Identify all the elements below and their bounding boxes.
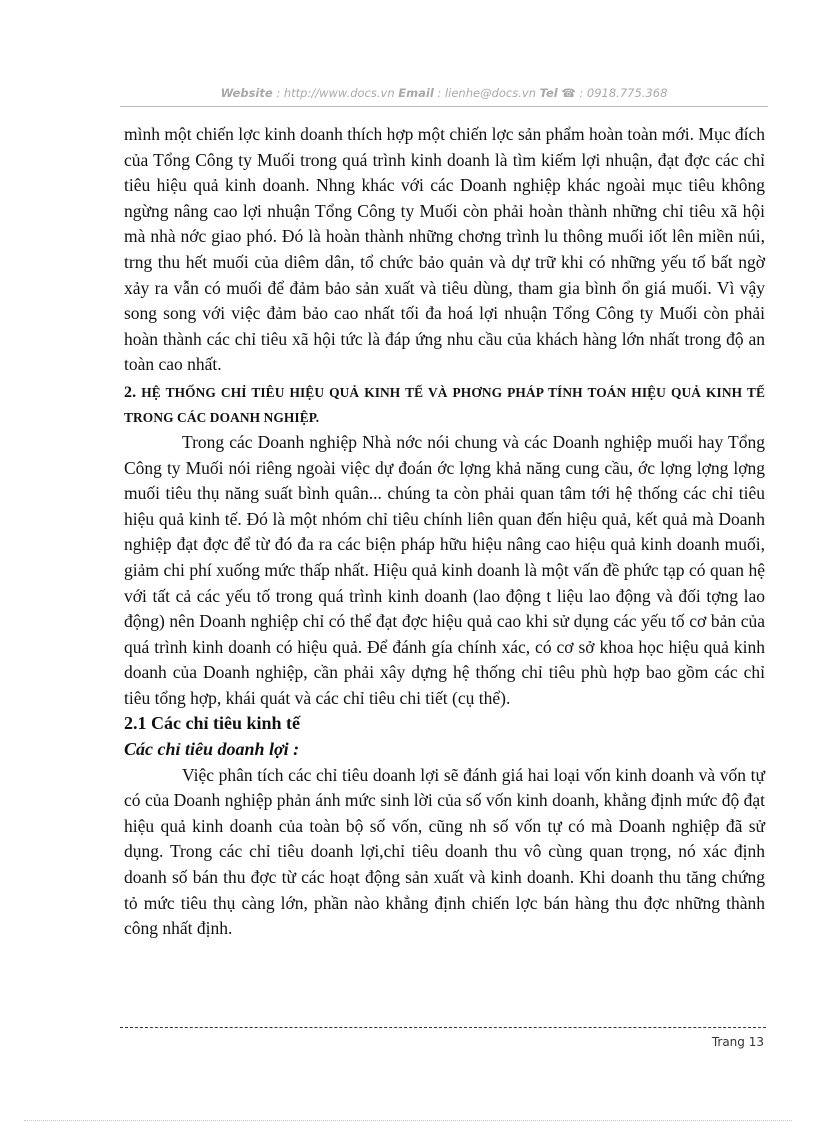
email-address: : lienhe@docs.vn [433, 86, 540, 100]
page-bottom-border [24, 1120, 792, 1121]
footer-divider [120, 1027, 766, 1028]
section-number: 2. [124, 383, 137, 401]
email-label: Email [398, 86, 434, 100]
tel-number: : 0918.775.368 [575, 86, 668, 100]
subsection-heading-2-1: 2.1 Các chỉ tiêu kinh tế [124, 713, 301, 734]
phone-icon: ☎ [561, 86, 576, 100]
subsection-italic-heading: Các chỉ tiêu doanh lợi : [124, 739, 300, 760]
website-url: : http://www.docs.vn [272, 86, 399, 100]
paragraph-intro: Trong các Doanh nghiệp Nhà nớc nói chung và các Doanh nghiệp muối hay Tổng Công ty Muối nói riêng ngoài việc dự đoán ớc lợng khả năng cung cầu, ớc lợng lợng lợng muối tiêu thụ năng suất bình quân... chúng ta còn phải quan tâm tới hệ thống các chỉ tiêu hiệu quả kinh tế. Đó là một nhóm chỉ tiêu chính liên quan đến hiệu quả, kết quả mà Doanh nghiệp đạt đợc để từ đó đa ra các biện pháp hữu hiệu nâng cao hiệu quả kinh doanh muối, giảm chi phí xuống mức thấp nhất. Hiệu quả kinh doanh là một vấn đề phức tạp có quan hệ với tất cả các yếu tố trong quá trình kinh doanh (lao động t liệu lao động và đối tợng lao động) nên Doanh nghiệp chỉ có thể đạt đợc hiệu quả cao khi sử dụng các yếu tố cơ bản của quá trình kinh doanh có hiệu quả. Để đánh gía chính xác, có cơ sở khoa học hiệu quả kinh doanh của Doanh nghiệp, cần phải xây dựng hệ thống chỉ tiêu phù hợp bao gồm các chỉ tiêu tổng hợp, khái quát và các chỉ tiêu chi tiết (cụ thể). [124, 431, 765, 708]
tel-label: Tel [539, 86, 558, 100]
section-title: HỆ THỐNG CHỈ TIÊU HIỆU QUẢ KINH TẾ VÀ PHƠNG PHÁP TÍNH TOÁN HIỆU QUẢ KINH TẾ TRONG CÁC DOANH NGHIỆP. [124, 384, 765, 425]
section-heading-2 [124, 380, 765, 430]
page-number: Trang 13 [711, 1035, 764, 1049]
document-body [124, 122, 765, 942]
website-label: Website [220, 86, 273, 100]
paragraph-profitability: Việc phân tích các chỉ tiêu doanh lợi sẽ đánh giá hai loại vốn kinh doanh và vốn tự có của Doanh nghiệp phản ánh mức sinh lời của số vốn kinh doanh, khẳng định mức độ đạt hiệu quả kinh doanh của toàn bộ số vốn, cũng nh số vốn tự có mà Doanh nghiệp đã sử dụng. Trong các chỉ tiêu doanh lợi,chỉ tiêu doanh thu vô cùng quan trọng, nó xác định doanh số bán thu đợc từ các hoạt động sản xuất và kinh doanh. Khi doanh thu tăng chứng tỏ mức tiêu thụ càng lớn, phần nào khẳng định chiến lợc bán hàng thu đợc những thành công nhất định. [124, 764, 765, 939]
page-header [120, 86, 768, 107]
paragraph-continuation: mình một chiến lợc kinh doanh thích hợp một chiến lợc sản phẩm hoàn toàn mới. Mục đích của Tổng Công ty Muối trong quá trình kinh doanh là tìm kiếm lợi nhuận, đạt đợc các chỉ tiêu hiệu quả kinh doanh. Nhng khác với các Doanh nghiệp khác ngoài mục tiêu không ngừng nâng cao lợi nhuận Tổng Công ty Muối còn phải hoàn thành những chỉ tiêu xã hội mà nhà nớc giao phó. Đó là hoàn thành những chơng trình lu thông muối iốt lên miền núi, trng thu hết muối của diêm dân, tổ chức bảo quản và dự trữ khi có những yếu tố bất ngờ xảy ra vẫn có muối để đảm bảo sản xuất và tiêu dùng, tham gia bình ổn giá muối. Vì vậy song song với việc đảm bảo cao nhất tối đa hoá lợi nhuận Tổng Công ty Muối còn phải hoàn thành các chỉ tiêu xã hội tức là đáp ứng nhu cầu của khách hàng lớn nhất trong độ an toàn cao nhất. [124, 124, 765, 375]
